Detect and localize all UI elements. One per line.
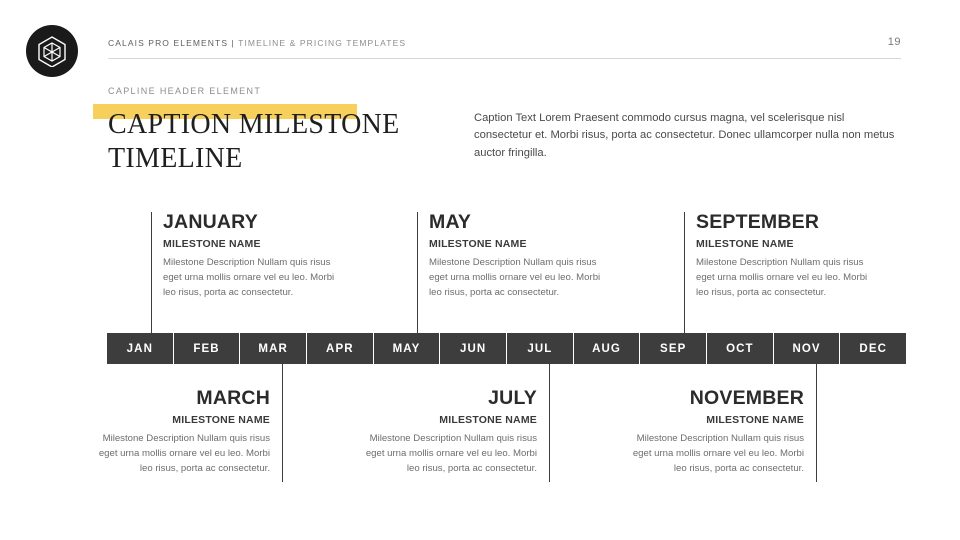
milestone-description: Milestone Description Nullam quis risus eget urna mollis ornare vel eu leo. Morbi leo risus, porta ac consectetur.: [632, 433, 804, 474]
month-cell-dec[interactable]: DEC: [859, 342, 888, 355]
milestone-connector-line: [282, 364, 283, 482]
milestone-connector-line: [549, 364, 550, 482]
milestone-connector-line: [684, 212, 685, 334]
month-cell-mar[interactable]: MAR: [240, 333, 307, 364]
header-divider: [108, 58, 901, 59]
milestone-may: [429, 212, 614, 300]
milestone-subtitle: MILESTONE NAME: [429, 238, 527, 251]
breadcrumb-suffix: TIMELINE & PRICING TEMPLATES: [234, 38, 407, 48]
milestone-connector-line: [816, 364, 817, 482]
brand-logo: [26, 25, 78, 77]
breadcrumb-prefix: CALAIS PRO ELEMENTS |: [108, 38, 235, 48]
milestone-july: [352, 388, 537, 476]
month-cell-apr[interactable]: APR: [307, 333, 374, 364]
capline-header: CAPLINE HEADER ELEMENT: [108, 86, 262, 96]
milestone-description: Milestone Description Nullam quis risus eget urna mollis ornare vel eu leo. Morbi leo risus, porta ac consectetur.: [365, 433, 537, 474]
milestone-connector-line: [151, 212, 152, 334]
milestone-subtitle: MILESTONE NAME: [706, 414, 804, 427]
milestone-march: [85, 388, 270, 476]
milestone-november: [619, 388, 804, 476]
month-cell-nov[interactable]: NOV: [774, 333, 841, 364]
milestone-connector-line: [417, 212, 418, 334]
hexagon-cube-icon: [37, 35, 67, 67]
milestone-description: Milestone Description Nullam quis risus eget urna mollis ornare vel eu leo. Morbi leo risus, porta ac consectetur.: [98, 433, 270, 474]
milestone-subtitle: MILESTONE NAME: [172, 414, 270, 427]
timeline-month-bar: [107, 333, 906, 364]
milestone-title: MAY: [429, 211, 472, 233]
month-cell-aug[interactable]: AUG: [574, 333, 641, 364]
milestone-title: SEPTEMBER: [696, 211, 820, 233]
milestone-description: Milestone Description Nullam quis risus eget urna mollis ornare vel eu leo. Morbi leo risus, porta ac consectetur.: [163, 257, 335, 298]
milestone-title: JANUARY: [163, 211, 258, 233]
milestone-title: MARCH: [196, 387, 270, 409]
page-number: 19: [887, 36, 901, 48]
breadcrumb: [108, 38, 406, 48]
month-cell-jul[interactable]: JUL: [507, 333, 574, 364]
page-title: CAPTION MILESTONE TIMELINE: [108, 109, 400, 175]
milestone-title: NOVEMBER: [689, 387, 804, 409]
milestone-description: Milestone Description Nullam quis risus eget urna mollis ornare vel eu leo. Morbi leo risus, porta ac consectetur.: [429, 257, 601, 298]
milestone-september: [696, 212, 881, 300]
month-cell-oct[interactable]: OCT: [707, 333, 774, 364]
milestone-subtitle: MILESTONE NAME: [696, 238, 794, 251]
milestone-title: JULY: [488, 387, 537, 409]
milestone-january: [163, 212, 348, 300]
intro-paragraph: Caption Text Lorem Praesent commodo cursus magna, vel scelerisque nisl consectetur et. Morbi risus, porta ac consectetur. Donec ullamcorper nulla non metus auctor fringilla.: [474, 112, 895, 159]
month-cell-may[interactable]: MAY: [374, 333, 441, 364]
month-cell-jan[interactable]: JAN: [107, 333, 174, 364]
month-cell-jun[interactable]: JUN: [440, 333, 507, 364]
month-cell-feb[interactable]: FEB: [174, 333, 241, 364]
milestone-subtitle: MILESTONE NAME: [439, 414, 537, 427]
milestone-subtitle: MILESTONE NAME: [163, 238, 261, 251]
milestone-description: Milestone Description Nullam quis risus eget urna mollis ornare vel eu leo. Morbi leo risus, porta ac consectetur.: [696, 257, 868, 298]
month-cell-sep[interactable]: SEP: [640, 333, 707, 364]
